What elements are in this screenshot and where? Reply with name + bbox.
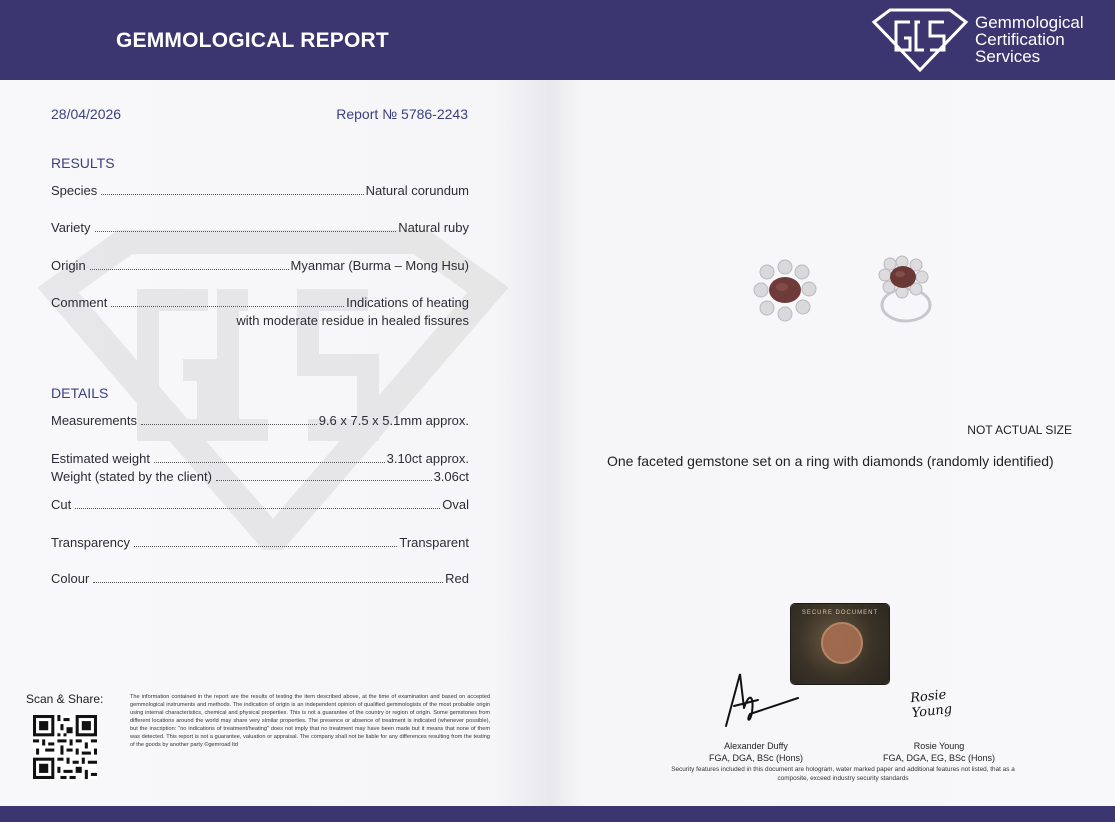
detail-row-measurements xyxy=(51,413,469,428)
detail-value: 3.10ct approx. xyxy=(386,451,469,466)
detail-label: Measurements xyxy=(51,413,137,428)
detail-label: Colour xyxy=(51,571,90,586)
detail-row-stated-weight xyxy=(51,469,469,484)
detail-label: Cut xyxy=(51,497,72,512)
leader-dots xyxy=(141,424,317,425)
leader-dots xyxy=(134,546,397,547)
result-row-comment xyxy=(51,295,469,310)
brand-name xyxy=(975,14,1084,65)
ring-top-view-image xyxy=(752,258,818,324)
leader-dots xyxy=(154,462,385,463)
signatory1-titles: FGA, DGA, BSc (Hons) xyxy=(708,753,804,763)
detail-value: Red xyxy=(445,571,469,586)
leader-dots xyxy=(75,508,440,509)
signature-rosie-young xyxy=(910,685,975,741)
detail-row-transparency xyxy=(51,535,469,550)
gcs-logo-icon xyxy=(870,8,970,72)
leader-dots xyxy=(216,480,432,481)
detail-row-estimated-weight xyxy=(51,451,469,466)
report-number: Report № 5786-2243 xyxy=(336,106,468,122)
signature-alexander-duffy xyxy=(706,668,802,734)
detail-value: 9.6 x 7.5 x 5.1mm approx. xyxy=(318,413,469,428)
detail-row-colour xyxy=(51,571,469,586)
hologram-text: SECURE DOCUMENT xyxy=(801,610,879,616)
detail-value: 3.06ct xyxy=(433,469,469,484)
footer-band xyxy=(0,806,548,822)
ring-angled-view-image xyxy=(876,255,940,327)
result-value: Natural corundum xyxy=(365,183,469,198)
result-label: Variety xyxy=(51,220,91,235)
result-value: Natural ruby xyxy=(398,220,469,235)
scan-share-label: Scan & Share: xyxy=(26,692,104,706)
detail-value: Transparent xyxy=(399,535,469,550)
result-label: Species xyxy=(51,183,98,198)
result-row-origin xyxy=(51,258,469,273)
detail-label: Transparency xyxy=(51,535,130,550)
hologram-icon xyxy=(791,604,889,684)
not-actual-size-label: NOT ACTUAL SIZE xyxy=(967,423,1072,437)
signatory2-titles: FGA, DGA, EG, BSc (Hons) xyxy=(882,753,996,763)
signatory2-name: Rosie Young xyxy=(913,741,965,751)
results-heading: RESULTS xyxy=(51,155,115,171)
detail-row-cut xyxy=(51,497,469,512)
footer-band xyxy=(548,806,1115,822)
leader-dots xyxy=(95,231,397,232)
left-page xyxy=(0,0,548,822)
leader-dots xyxy=(101,194,363,195)
result-row-variety xyxy=(51,220,469,235)
report-title: GEMMOLOGICAL REPORT xyxy=(116,29,389,52)
result-comment-continuation: with moderate residue in healed fissures xyxy=(236,313,469,328)
brand-line: Services xyxy=(975,47,1041,66)
signature-handwriting: Rosie Young xyxy=(909,687,953,722)
qr-code-icon[interactable] xyxy=(33,715,97,779)
report-date: 28/04/2026 xyxy=(51,106,122,122)
details-heading: DETAILS xyxy=(51,385,109,401)
detail-value: Oval xyxy=(442,497,469,512)
result-value: Myanmar (Burma – Mong Hsu) xyxy=(290,258,469,273)
right-page xyxy=(548,0,1115,822)
brand-line: Gemmological xyxy=(975,13,1084,32)
security-note: Security features included in this document are hologram, water marked paper and additional features not listed, that as a composite, exceed industry security standards xyxy=(671,766,1015,782)
result-row-species xyxy=(51,183,469,198)
detail-label: Estimated weight xyxy=(51,451,150,466)
legal-disclaimer: The information contained in the report are the results of testing the item described above, at the time of examination and based on accepted gemmological instruments and methods. The indication of origin is an independent opinion of qualified gemmologists of the most probable origin using internal characteristics, chemical and physical properties. This is not a guarantee of the country or region of origin. Some gemstones from different locations around the world may share very similar properties. The presence or absence of treatment is indicated (whenever possible), but the inscription: "no indications of treatment/heating" does not imply that no treatment may have been made but it means that none of them was detected. This report is not a guarantee, valuation or appraisal. The company shall not be liable for any differences resulting from the testing of the goods by another party ©gemroad ltd xyxy=(130,694,490,748)
item-description: One faceted gemstone set on a ring with diamonds (randomly identified) xyxy=(607,453,1054,469)
result-label: Origin xyxy=(51,258,86,273)
signatory1-name: Alexander Duffy xyxy=(724,741,788,751)
hologram-seal xyxy=(821,622,863,664)
leader-dots xyxy=(93,582,443,583)
leader-dots xyxy=(90,269,289,270)
brand-line: Certification xyxy=(975,30,1065,49)
detail-label: Weight (stated by the client) xyxy=(51,469,212,484)
result-label: Comment xyxy=(51,295,108,310)
leader-dots xyxy=(111,306,344,307)
result-value: Indications of heating xyxy=(346,295,469,310)
